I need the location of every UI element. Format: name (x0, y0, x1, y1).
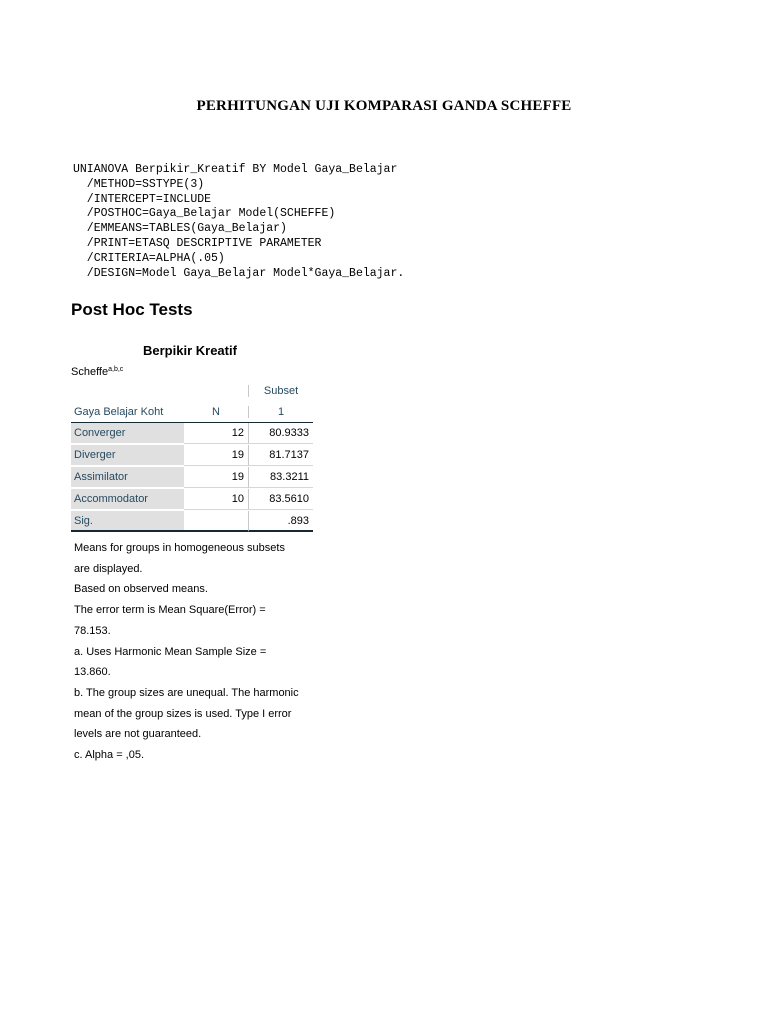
syntax-line: /EMMEANS=TABLES(Gaya_Belajar) (73, 222, 287, 236)
table-row-sig (71, 511, 313, 533)
syntax-line: /POSTHOC=Gaya_Belajar Model(SCHEFFE) (73, 207, 336, 221)
row-n-value: 19 (184, 445, 248, 466)
table-title: Berpikir Kreatif (143, 343, 237, 358)
table-footnotes (74, 538, 319, 766)
scheffe-table (71, 380, 313, 533)
row-group-label: Converger (71, 423, 184, 444)
header-subset-label: Subset (248, 385, 313, 397)
spss-syntax-block (73, 163, 404, 281)
subtitle-text: Scheffe (71, 366, 109, 378)
table-row (71, 489, 313, 511)
row-subset-value: 83.3211 (248, 467, 313, 488)
row-n-value: 10 (184, 489, 248, 510)
row-subset-value: .893 (248, 511, 313, 532)
footnote-line: c. Alpha = ,05. (74, 749, 145, 762)
syntax-line: /DESIGN=Model Gaya_Belajar Model*Gaya_Belajar. (73, 266, 405, 280)
row-group-label: Diverger (71, 445, 184, 466)
row-subset-value: 80.9333 (248, 423, 313, 444)
footnote-line: a. Uses Harmonic Mean Sample Size = (74, 645, 267, 658)
header-subset-number: 1 (248, 406, 313, 418)
table-header-row-1 (71, 380, 313, 402)
row-group-label: Assimilator (71, 467, 184, 488)
footnote-line: 78.153. (74, 624, 111, 637)
footnote-line: mean of the group sizes is used. Type I error (74, 707, 292, 720)
row-group-label: Sig. (71, 511, 184, 532)
row-n-value: 19 (184, 467, 248, 488)
table-subtitle (71, 366, 123, 378)
footnote-line: are displayed. (74, 562, 143, 575)
row-subset-value: 81.7137 (248, 445, 313, 466)
syntax-line: UNIANOVA Berpikir_Kreatif BY Model Gaya_Belajar (73, 163, 398, 176)
row-subset-value: 83.5610 (248, 489, 313, 510)
footnote-line: b. The group sizes are unequal. The harmonic (74, 686, 299, 699)
row-n-value: 12 (184, 423, 248, 444)
footnote-line: levels are not guaranteed. (74, 728, 202, 741)
syntax-line: /PRINT=ETASQ DESCRIPTIVE PARAMETER (73, 236, 322, 250)
syntax-line: /CRITERIA=ALPHA(.05) (73, 251, 225, 265)
table-row (71, 467, 313, 489)
header-group-label: Gaya Belajar Koht (74, 406, 164, 418)
syntax-line: /METHOD=SSTYPE(3) (73, 177, 205, 191)
row-group-label: Accommodator (71, 489, 184, 510)
table-row (71, 445, 313, 467)
header-n-label: N (212, 406, 220, 418)
footnote-line: Means for groups in homogeneous subsets (74, 542, 285, 554)
footnote-line: Based on observed means. (74, 583, 208, 596)
row-n-value (184, 511, 248, 532)
footnote-line: The error term is Mean Square(Error) = (74, 604, 266, 617)
table-row (71, 423, 313, 445)
table-header-row-2 (71, 402, 313, 423)
footnote-line: 13.860. (74, 666, 111, 679)
subtitle-superscript: a,b,c (108, 366, 124, 373)
document-title: PERHITUNGAN UJI KOMPARASI GANDA SCHEFFE (196, 98, 572, 114)
syntax-line: /INTERCEPT=INCLUDE (73, 192, 212, 206)
section-heading: Post Hoc Tests (71, 300, 193, 319)
